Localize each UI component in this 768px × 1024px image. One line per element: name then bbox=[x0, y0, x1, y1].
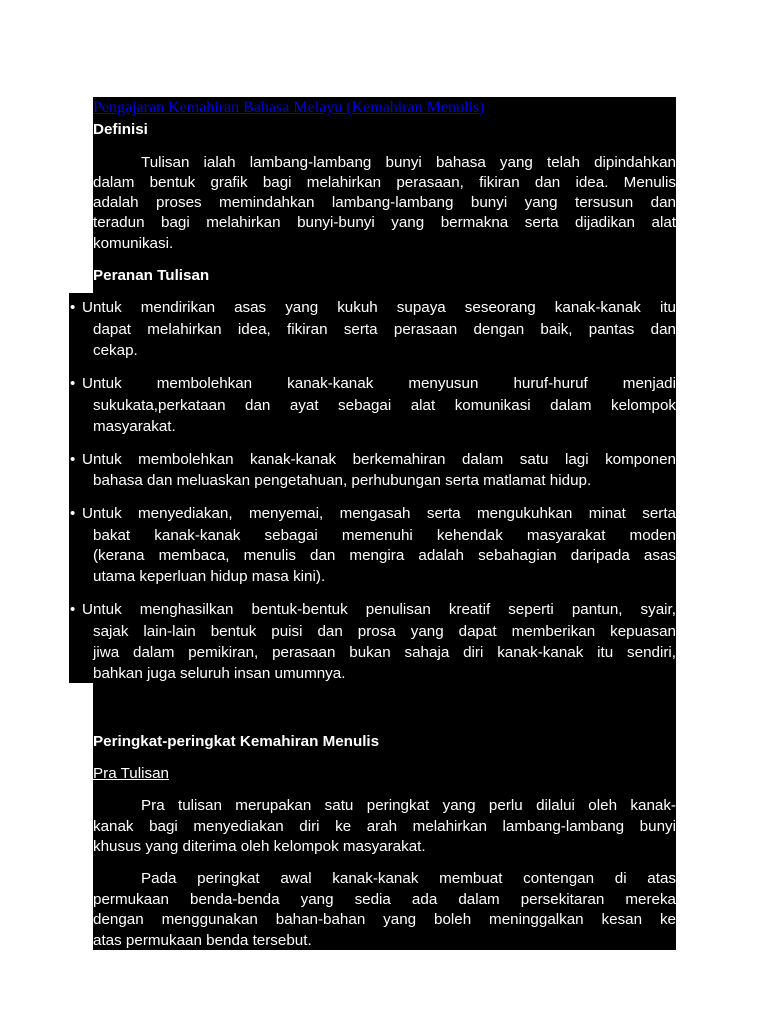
paragraph-line: Pra tulisan merupakan satu peringkat yang perlu dilalui oleh kanak- bbox=[141, 797, 676, 814]
paragraph-line: khusus yang diterima oleh kelompok masyarakat. bbox=[93, 838, 426, 855]
bullet-marker: • bbox=[70, 505, 76, 522]
definition-line: adalah proses memindahkan lambang-lambang bunyi yang tersusun dan bbox=[93, 194, 676, 211]
bullet-line: (kerana membaca, menulis dan mengira adalah sebahagian daripada asas bbox=[93, 547, 676, 564]
heading-definisi: Definisi bbox=[93, 121, 148, 138]
bullet-line: jiwa dalam pemikiran, perasaan bukan sahaja diri kanak-kanak itu sendiri, bbox=[93, 644, 676, 661]
bullet-line: dapat melahirkan idea, fikiran serta perasaan dengan baik, pantas dan bbox=[93, 321, 676, 338]
paragraph-line: kanak bagi menyediakan diri ke arah melahirkan lambang-lambang bunyi bbox=[93, 818, 676, 835]
bullet-margin-block bbox=[69, 293, 93, 683]
bullet-line: Untuk menyediakan, menyemai, mengasah serta mengukuhkan minat serta bbox=[82, 505, 676, 522]
bullet-line: bakat kanak-kanak sebagai memenuhi kehendak masyarakat moden bbox=[93, 527, 676, 544]
bullet-line: sajak lain-lain bentuk puisi dan prosa yang dapat memberikan kepuasan bbox=[93, 623, 676, 640]
bullet-line: Untuk membolehkan kanak-kanak berkemahiran dalam satu lagi komponen bbox=[82, 451, 676, 468]
bullet-line: Untuk membolehkan kanak-kanak menyusun huruf-huruf menjadi bbox=[82, 375, 676, 392]
bullet-marker: • bbox=[70, 375, 76, 392]
definition-line: Tulisan ialah lambang-lambang bunyi bahasa yang telah dipindahkan bbox=[141, 154, 676, 171]
paragraph-line: Pada peringkat awal kanak-kanak membuat contengan di atas bbox=[141, 870, 676, 887]
bullet-line: masyarakat. bbox=[93, 418, 176, 435]
subheading-pra-tulisan: Pra Tulisan bbox=[93, 765, 169, 782]
bullet-marker: • bbox=[70, 451, 76, 468]
bullet-line: Untuk mendirikan asas yang kukuh supaya seseorang kanak-kanak itu bbox=[82, 299, 676, 316]
bullet-line: bahkan juga seluruh insan umumnya. bbox=[93, 665, 346, 682]
bullet-line: bahasa dan meluaskan pengetahuan, perhubungan serta matlamat hidup. bbox=[93, 472, 592, 489]
definition-line: komunikasi. bbox=[93, 235, 174, 252]
definition-line: teradun bagi melahirkan bunyi-bunyi yang bermakna serta dijadikan alat bbox=[93, 214, 676, 231]
paragraph-line: permukaan benda-benda yang sedia ada dalam persekitaran mereka bbox=[93, 891, 676, 908]
paragraph-line: atas permukaan benda tersebut. bbox=[93, 932, 312, 949]
bullet-line: Untuk menghasilkan bentuk-bentuk penulisan kreatif seperti pantun, syair, bbox=[82, 601, 676, 618]
document-title-link[interactable]: Pengajaran Kemahiran Bahasa Melayu (Kemahiran Menulis) bbox=[93, 99, 485, 116]
bullet-line: cekap. bbox=[93, 342, 138, 359]
bullet-marker: • bbox=[70, 299, 76, 316]
bullet-marker: • bbox=[70, 601, 76, 618]
bullet-line: sukukata,perkataan dan ayat sebagai alat komunikasi dalam kelompok bbox=[93, 397, 676, 414]
heading-peringkat: Peringkat-peringkat Kemahiran Menulis bbox=[93, 733, 380, 750]
bullet-line: utama keperluan hidup masa kini). bbox=[93, 568, 326, 585]
paragraph-line: dengan menggunakan bahan-bahan yang boleh meninggalkan kesan ke bbox=[93, 911, 676, 928]
heading-peranan-tulisan: Peranan Tulisan bbox=[93, 267, 210, 284]
definition-line: dalam bentuk grafik bagi melahirkan perasaan, fikiran dan idea. Menulis bbox=[93, 174, 676, 191]
